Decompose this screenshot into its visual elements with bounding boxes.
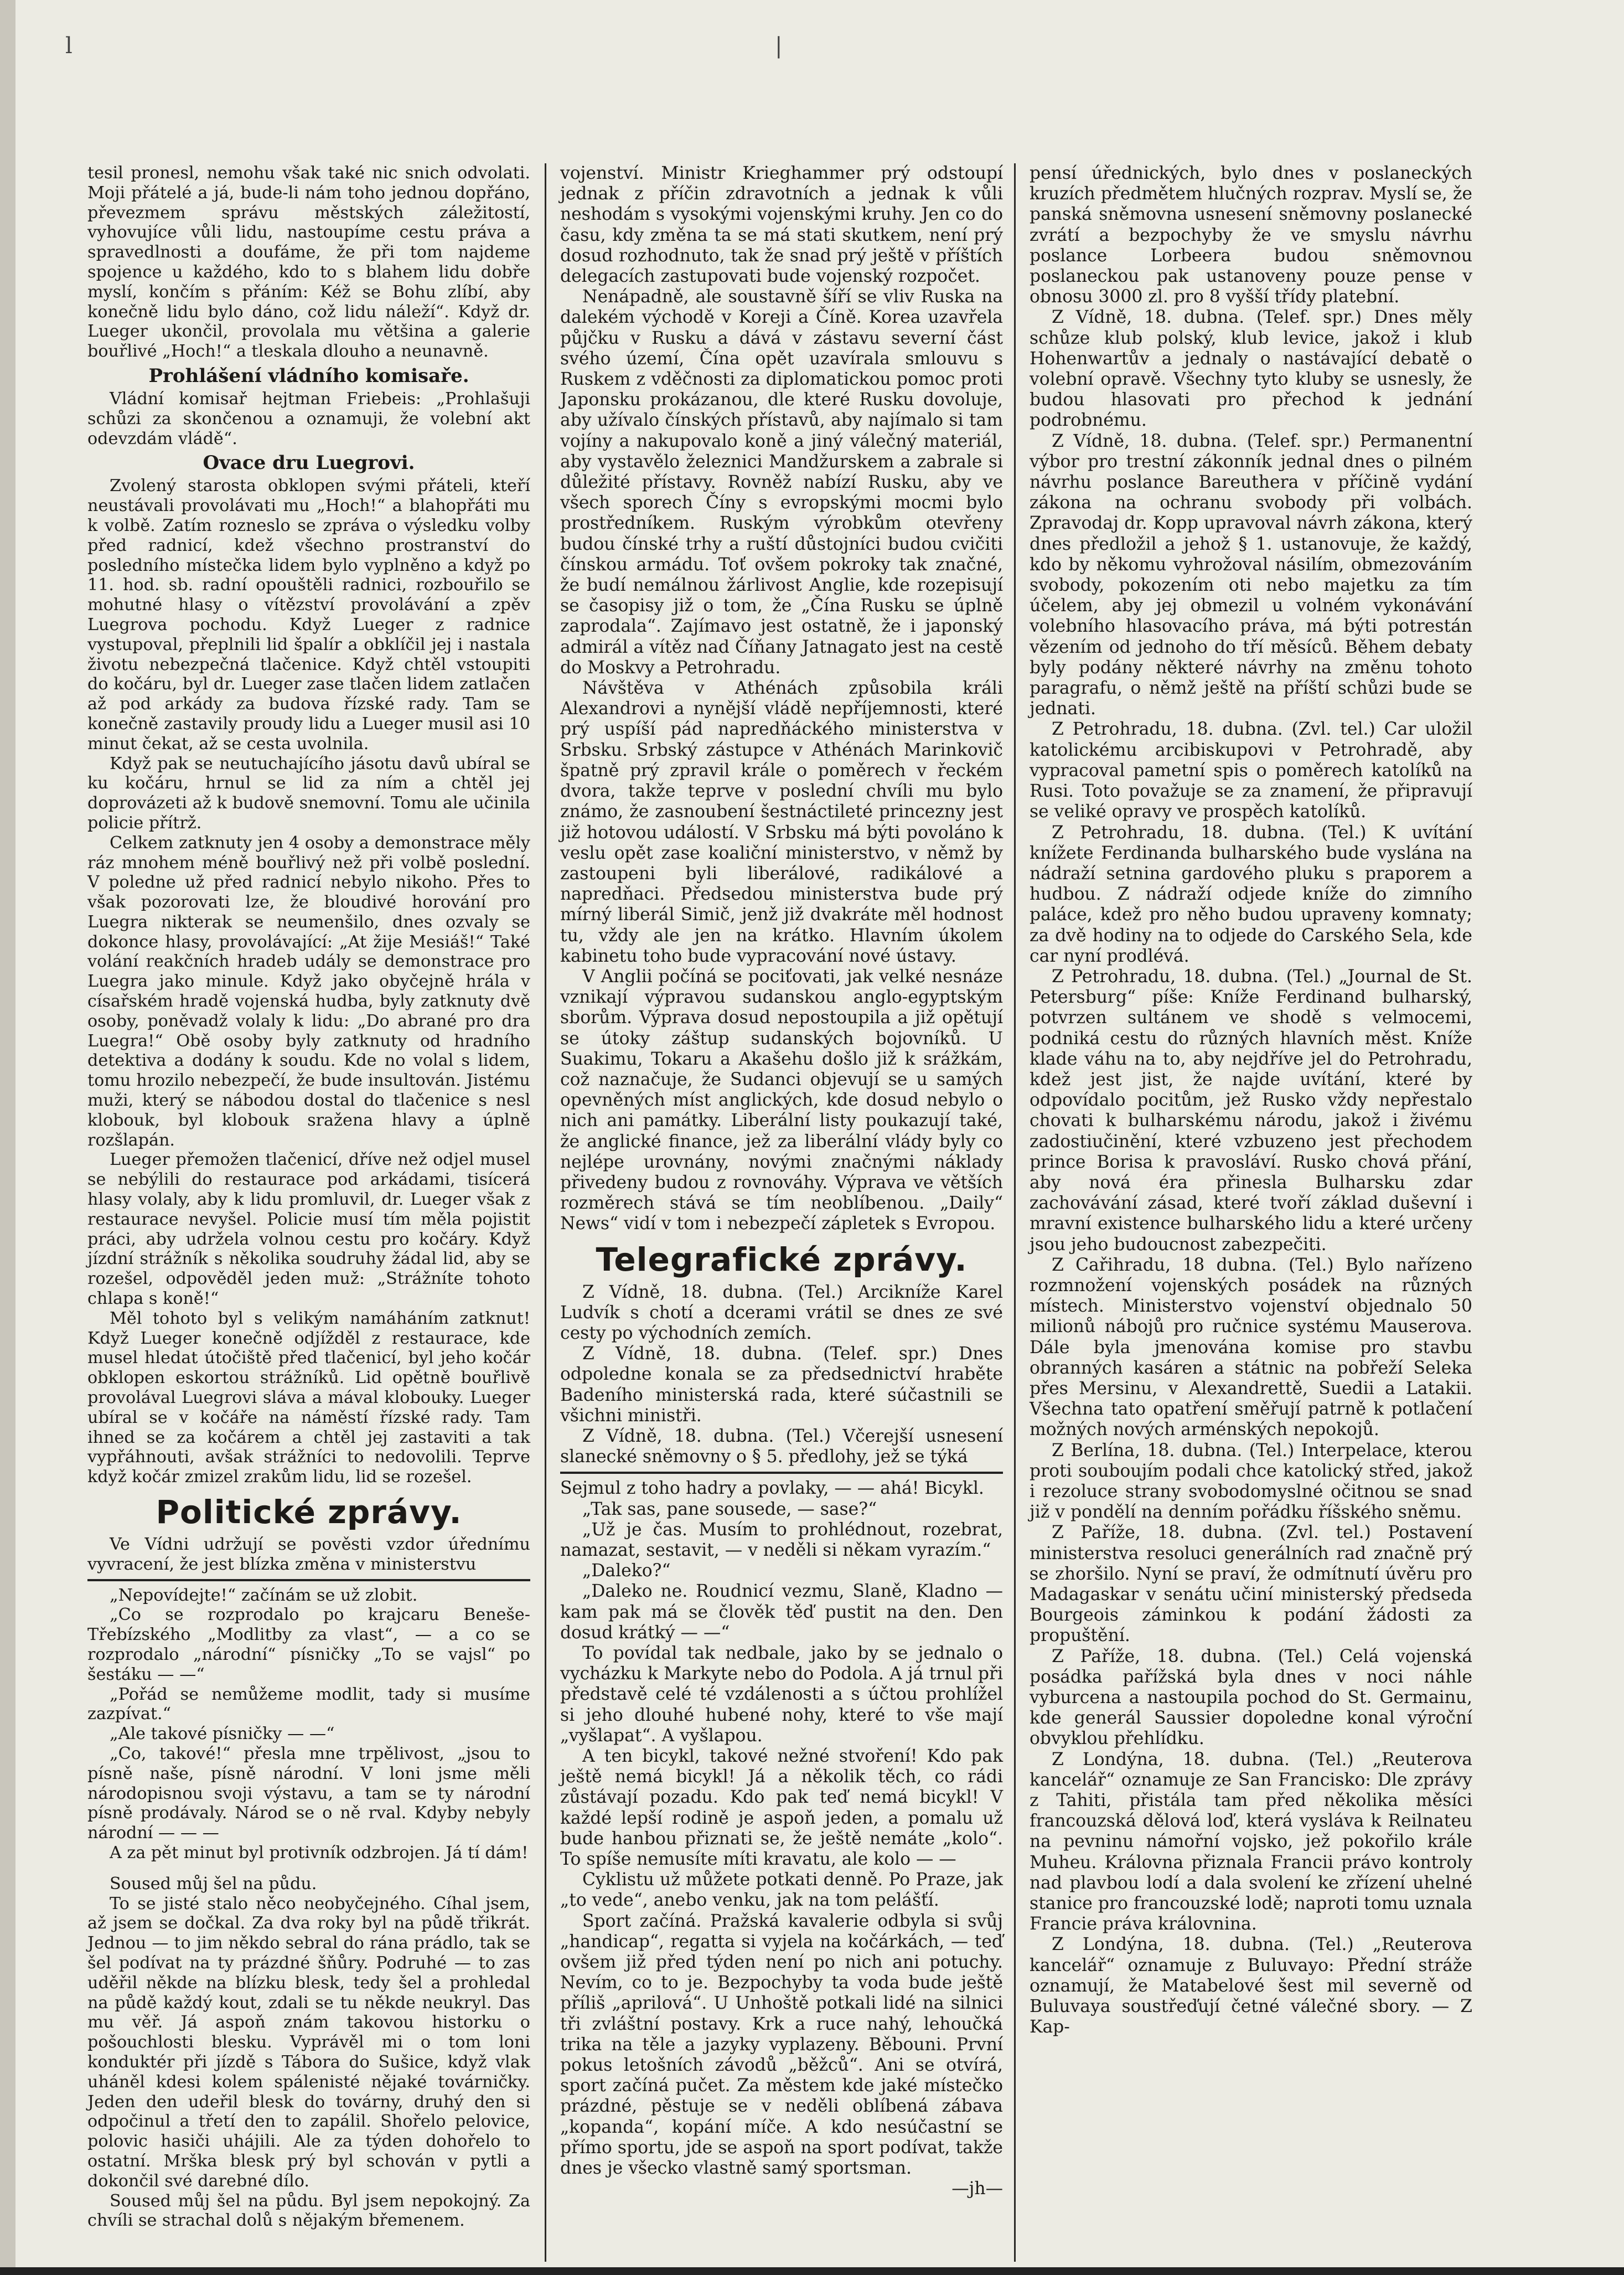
section-heading: Prohlášení vládního komisaře.	[148, 364, 469, 387]
paragraph: Celkem zatknuty jen 4 osoby a demonstrace měly ráz mnohem méně bouřlivý než při volbě poslední. V poledne už před radnicí nebylo nikoho. Přes to však pozorovati lze, že bloudivé horování pro Luegra nikterak se neumenšilo, dnes ozvaly se dokonce hlasy, provolávající: „At žije Mesiáš!“ Také volání reakčních hradeb udály se demonstrace pro Luegra jako minule. Když jako obyčejně hrála v císařském hradě vojenská hudba, byly zatknuty dvě osoby, poněvadž volaly k lidu: „Do abrané pro dra Luegra!“ Obě osoby byly zatknuty od hradního detektiva a dodány k soudu. Kde no volal s lidem, tomu hrozilo nebezpečí, že bude insultován. Jistému muži, který se nábodou dostal do tlačenice s nesl klobouk, byl klobouk sražena hlavy a úplně rozšlapán.	[87, 833, 530, 1150]
section-heading: Ovace dru Luegrovi.	[203, 452, 415, 474]
paragraph: „Tak sas, pane sousede, — sase?“	[582, 1499, 877, 1519]
paragraph: pensí úřednických, bylo dnes v poslaneckých kruzích předmětem hlučných rozprav. Myslí se, že panská sněmovna usnesení sněmovny poslanecké zvrátí a bezpochyby že ve smyslu návrhu poslance Lorbeera budou sněmovnou poslaneckou pak ustanoveny pouze pense v obnosu 3000 zl. pro 8 vyšší třídy platební.	[1030, 163, 1472, 307]
scan-left-edge	[0, 0, 15, 2275]
paragraph: Z Vídně, 18. dubna. (Telef. spr.) Dnes měly schůze klub polský, klub levice, jakož i klub Hohenwartův a jednaly o nastávající debatě o volební opravě. Všechny tyto kluby se usnesly, že budou hlasovati pro přechod k jednání podrobnému.	[1030, 307, 1472, 431]
paragraph: Z Petrohradu, 18. dubna. (Tel.) K uvítání knížete Ferdinanda bulharského bude vyslána na nádraží setnina gardového pluku s praporem a hudbou. Z nádraží odjede kníže do zimního paláce, kdež pro něho budou upraveny komnaty; za dvě hodiny na to odjede do Carského Sela, kde car nyní prodlévá.	[1030, 822, 1472, 966]
paragraph: Měl tohoto byl s velikým namáháním zatknut! Když Lueger konečně odjížděl z restaurace, kde musel hledat útočiště před tlačenicí, byl jeho kočár obklopen eskortou strážníků. Lid opětně bouřlivě provolával Luegrovi sláva a mával klobouky. Lueger ubíral se v kočáře na náměstí řízské rady. Tam ihned se za kočárem a chtěl jej zastaviti a tak vypřáhnouti, avšak strážníci to nedovolili. Teprve když kočár zmizel zrakům lidu, lid se rozešel.	[87, 1308, 530, 1487]
paragraph: To se jisté stalo něco neobyčejného. Cíhal jsem, až jsem se dočkal. Za dva roky byl na půdě třikrát. Jednou — to jim někdo sebral do rána prádlo, tak se šel podívat na ty prázdné šňůry. Podruhé — to zas uděřil někde na blízku blesk, tedy šel a prohledal na půdě každý kout, zdali se tu někde neukryl. Das mu věř. Já aspoň znám takovou historku o pošouchlosti blesku. Vyprávěl mi o tom loni konduktér při jízdě s Tábora do Sušice, když vlak uháněl kdesi kolem spálenisté nějaké továrničky. Jeden den udeřil blesk do továrny, druhý den si odpočinul a třetí den to zapálil. Shořelo pelovice, polovic hasiči uhájili. Ale za týden dohořelo to ostatní. Mrška blesk prý byl schován v pytli a dokončil své darebné dílo.	[87, 1894, 530, 2191]
paragraph: „Pořád se nemůžeme modlit, tady si musíme zazpívat.“	[87, 1684, 530, 1724]
paragraph: Zvolený starosta obklopen svými přáteli, kteří neustávali provolávati mu „Hoch!“ a blahopřáti mu k volbě. Zatím rozneslo se zpráva o výsledku volby před radnicí, kdež všechno prostranství do posledního místečka lidem bylo vyplněno a když po 11. hod. sb. radní opouštěli radnici, rozbouřilo se mohutné hlasy o vítězství provolávání a zpěv Luegrova pochodu. Když Lueger z radnice vystupoval, přeplnili lid špalír a obklíčil jej i nastala životu nebezpečná tlačenice. Když chtěl vstoupiti do kočáru, byl dr. Lueger zase tlačen lidem zatlačen až pod arkády za budova řízské rady. Tam se konečně zastavily proudy lidu a Lueger musil asi 10 minut čekat, až se cesta uvolnila.	[87, 476, 530, 754]
paragraph: „Už je čas. Musím to prohlédnout, rozebrat, namazat, sestavit, — v neděli si někam vyrazím.“	[560, 1519, 1003, 1560]
paragraph: Nenápadně, ale soustavně šíří se vliv Ruska na dalekém východě v Koreji a Číně. Korea uzavřela půjčku v Rusku a dává v zástavu severní část svého území, Čína opět uzavírala smlouvu s Ruskem z vděčnosti za diplomatickou pomoc proti Japonsku prokázanou, dle které Rusku dovoluje, aby užívalo čínských přístavů, aby najímalo si tam vojíny a nakupovalo koně a jiný válečný materiál, aby vystavělo železnici Mandžurskem a zabrale si důležité přístavy. Rovněž nabízí Rusku, aby ve všech sporech Číny s evropskými mocmi bylo prostředníkem. Ruským výrobkům otevřeny budou čínské trhy a ruští důstojníci budou cvičiti čínskou armádu. Toť ovšem pokroky tak značné, že budí nemálnou žárlivost Anglie, kde rozepisují se časopisy již o tom, že „Čína Rusku se úplně zaprodala“. Zajímavo jest ostatně, že i japonský admirál a vítěz nad Číňany Jatnagato jest na cestě do Moskvy a Petrohradu.	[560, 287, 1003, 678]
column-rule	[1014, 163, 1016, 2262]
paragraph: „Daleko?“	[582, 1561, 671, 1581]
column-rule	[545, 163, 546, 2262]
paragraph: vojenství. Ministr Krieghammer prý odstoupí jednak z příčin zdravotních a jednak k vůli neshodám s vysokými vojenskými kruhy. Jen co do času, kdy změna ta se má stati skutkem, není prý dosud rozhodnuto, tak že snad prý ještě v příštích delegacích zastupovati bude vojenský rozpočet.	[560, 163, 1003, 287]
paragraph: tesil pronesl, nemohu však také nic snich odvolati. Moji přátelé a já, bude-li nám toho jednou dopřáno, převezmem správu městských záležitostí, vyhovujíce vůli lidu, nastoupíme cestu práva a spravedlnosti a doufáme, že při tom najdeme spojence u každého, kdo to s blahem lidu dobře myslí, končím s přáním: Kéž se Bohu zlíbí, aby konečně lidu bylo dáno, což lidu náleží“. Když dr. Lueger ukončil, provolala mu většina a galerie bouřlivé „Hoch!“ a tleskala dlouho a neunavně.	[87, 163, 530, 362]
paragraph: Ve Vídni udržují se pověsti vzdor úřednímu vyvracení, že jest blízka změna v ministerstvu	[87, 1535, 530, 1574]
politicke-zpravy-heading: Politické zprávy.	[156, 1493, 462, 1531]
column-right	[1030, 163, 1472, 2037]
paragraph: A za pět minut byl protivník odzbrojen. Já tí dám!	[110, 1843, 529, 1863]
scan-bottom-edge	[0, 2267, 1624, 2275]
paragraph: Soused můj šel na půdu.	[110, 1874, 317, 1894]
paragraph: „Nepovídejte!“ začínám se už zlobit.	[110, 1585, 418, 1605]
paragraph: Z Petrohradu, 18. dubna. (Zvl. tel.) Car uložil katolickému arcibiskupovi v Petrohradě, aby vypracoval pametní spis o poměrech katolíků na Rusi. Toto považuje se za znamení, že připravují se veliké opravy ve prospěch katolíků.	[1030, 719, 1472, 822]
paragraph: Z Vídně, 18. dubna. (Tel.) Včerejší usnesení slanecké sněmovny o § 5. předlohy, jež se týká	[560, 1426, 1003, 1467]
author-signature: —jh—	[951, 2179, 1003, 2199]
paragraph: Z Petrohradu, 18. dubna. (Tel.) „Journal de St. Petersburg“ píše: Kníže Ferdinand bulharský, potvrzen sultánem ve shodě s velmocemi, podniká cestu do různých hlavních měst. Kníže klade váhu na to, aby nejdříve jel do Petrohradu, kdež jest jist, že najde uvítání, které by odpovídalo pocitům, jež Rusko vždy nepřestalo chovati k bulharskému národu, jakož i živému zadostiučinění, které vzbuzeno jest přechodem prince Borisa k pravosláví. Rusko chová přání, aby nová éra přinesla Bulharsku zdar zachovávání zásad, které tvoří základ duševní i mravní existence bulharského lidu a které určeny jsou jeho budoucnost zabezpečiti.	[1030, 966, 1472, 1255]
column-left	[87, 163, 530, 2231]
paragraph: V Anglii počíná se pociťovati, jak velké nesnáze vznikají výpravou sudanskou anglo-egyptským sborům. Výprava dosud nepostoupila a již opětují se útoky záštup sudanských bojovníků. U Suakimu, Tokaru a Akašehu došlo již k srážkám, což naznačuje, že Sudanci objevují se u samých opevněných míst anglických, kde dosud nebylo o nich ani památky. Liberální listy poukazují také, že anglické finance, jež za liberální vlády byly co nejlépe urovnány, novými značnými náklady přivedeny budou z rovnováhy. Výprava ve větších rozměrech stává se tím neoblíbenou. „Daily“ News“ vidí v tom i nebezpečí zápletek s Evropou.	[560, 966, 1003, 1234]
paragraph: Z Vídně, 18. dubna. (Tel.) Arcikníže Karel Ludvík s chotí a dcerami vrátil se dnes ze své cesty po východních zemích.	[560, 1282, 1003, 1343]
paragraph: Z Londýna, 18. dubna. (Tel.) „Reuterova kancelář“ oznamuje z Buluvayo: Přední stráže oznamují, že Matabelové šest mil severně od Buluvaya soustřeďují četné válečné sbory. — Z Kap-	[1030, 1934, 1472, 2037]
paragraph: „Ale takové písničky — —“	[110, 1724, 335, 1744]
paragraph: Z Paříže, 18. dubna. (Zvl. tel.) Postavení ministerstva resoluci generálních rad značně prý se zhoršilo. Nyní se praví, že odmítnutí úvěru pro Madagaskar v senátu učiní ministerský předseda Bourgeois záminkou k podání žádosti za propuštění.	[1030, 1523, 1472, 1646]
paragraph: „Daleko ne. Roudnicí vezmu, Slaně, Kladno — kam pak má se člověk těď pustit na den. Den dosud krátký — —“	[560, 1581, 1003, 1643]
paragraph: „Co, takové!“ přesla mne trpělivost, „jsou to písně naše, písně národní. V loni jsme měli národopisnou svoji výstavu, a tam se ty národní písně prodávaly. Národ se o ně rval. Kdyby nebyly národní — — —	[87, 1743, 530, 1843]
telegraficke-zpravy-heading: Telegrafické zprávy.	[596, 1240, 968, 1278]
folio-left-mark: l	[65, 33, 73, 59]
paragraph: A ten bicykl, takové nežné stvoření! Kdo pak ještě nemá bicykl! Já a několik těch, co rádi zůstávají pozadu. Kdo pak teď nemá bicykl! V každé lepší rodině je aspoň jeden, a pomalu už bude hanbou přiznati se, že ještě nemáte „kolo“. To spíše nemusíte míti kravatu, ale kolo — —	[560, 1746, 1003, 1870]
paragraph: Návštěva v Athénách způsobila králi Alexandrovi a nynější vládě nepříjemnosti, které prý uspíší pád napredňáckého ministerstva v Srbsku. Srbský zástupce v Athénách Marinkovič špatně prý zpravil krále o poměrech v řeckém dvora, takže teprve v poslední chvíli mu bylo známo, že zasnoubení šestnáctileté princezny jest již hotovou událostí. V Srbsku má býti povoláno k veslu opět zase koaliční ministerstvo, v němž by zastoupeni byli liberálové, radikálové a napredňaci. Předsedou ministerstva bude prý mírný liberál Simič, jenž již dvakráte měl hodnost tu, vždy ale jen na krátko. Hlavním úkolem kabinetu toho bude vypracování nové ústavy.	[560, 678, 1003, 966]
paragraph: Z Paříže, 18. dubna. (Tel.) Celá vojenská posádka pařížská byla dnes v noci náhle vyburcena a nastoupila pochod do St. Germainu, kde generál Saussier dopoledne konal výroční obvyklou přehlídku.	[1030, 1646, 1472, 1749]
paragraph: Sport začíná. Pražská kavalerie odbyla si svůj „handicap“, regatta si vyjela na kočárkách, — teď ovšem již před týden není po nich ani potuchy. Nevím, co to je. Bezpochyby ta voda bude ještě příliš „aprilová“. U Unhoště potkali lidé na silnici tři zvláštní postavy. Krk a ruce nahý, lehoučká trika na těle a jazyky vyplazeny. Běbouni. První pokus letošních závodů „běžců“. Ani se otvírá, sport začíná pučet. Za městem kde jaké místečko prázdné, pěstuje se v neděli oblíbená zábava „kopanda“, kopání míče. A kdo nesúčastní se přímo sportu, jde se aspoň na sport podívat, takže dnes je všecko vlastně samý sportsman.	[560, 1911, 1003, 2179]
column-middle	[560, 163, 1003, 2200]
paragraph: To povídal tak nedbale, jako by se jednalo o vycházku k Markyte nebo do Podola. A já trnul při představě celé té vzdálenosti a s účtou prohlížel si jeho dlouhé hubené nohy, které to vše mají „vyšlapat“. A vyšlapou.	[560, 1643, 1003, 1746]
folio-center-mark: |	[775, 33, 783, 59]
paragraph: Soused můj šel na půdu. Byl jsem nepokojný. Za chvíli se strachal dolů s nějakým břemenem.	[87, 2191, 530, 2231]
paragraph: Lueger přemožen tlačenicí, dříve než odjel musel se nebýlili do restaurace pod arkádami, tisícerá hlasy volaly, aby k lidu promluvil, dr. Lueger však z restaurace nevyšel. Policie musí tím měla pojistit práci, aby udržela volnou cestu pro kočáry. Když jízdní strážník s několika soudruhy žádal lid, aby se rozešel, odpověděl jeden muž: „Strážníte tohoto chlapa s koně!“	[87, 1150, 530, 1309]
paragraph: „Co se rozprodalo po krajcaru Beneše-Třebízského „Modlitby za vlast“, — a co se rozprodalo „národní“ písničky „To se vajsl“ po šestáku — —“	[87, 1605, 530, 1684]
paragraph: Když pak se neutuchajícího jásotu davů ubíral se ku kočáru, hrnul se lid za ním a chtěl jej doprovázeti až k budově snemovní. Tomu ale učinila policie přítrž.	[87, 754, 530, 833]
paragraph: Z Cařihradu, 18 dubna. (Tel.) Bylo nařízeno rozmnožení vojenských posádek na různých místech. Ministerstvo vojenství objednalo 50 milionů nábojů pro ručnice systému Mauserova. Dále byla jmenována komise pro stavbu obranných kasáren a státnic na pobřeží Seleka přes Mersinu, v Alexandrettě, Suedii a Latakii. Všechna tato opatření směřují patrně k potlačení možných nových arménských nepokojů.	[1030, 1255, 1472, 1440]
paragraph: Cyklistu už můžete potkati denně. Po Praze, jak „to vede“, anebo venku, jak na tom pelášťí.	[560, 1870, 1003, 1911]
paragraph: Z Londýna, 18. dubna. (Tel.) „Reuterova kancelář“ oznamuje ze San Francisko: Dle zprávy z Tahiti, přistála tam před několika měsíci francouzská dělová loď, která vysláva k Reilnateu na pevninu námořní vojsko, jež pokořilo krále Muheu. Královna přiznala Francii právo kontroly nad plavbou lodí a dala svolení ke zřízení uhelné stanice pro francouzské lodě; naproti tomu uznala Francie práva královnina.	[1030, 1749, 1472, 1934]
paragraph: Z Berlína, 18. dubna. (Tel.) Interpelace, kterou proti souboujím podali chce katolický střed, jakož i rezoluce strany svobodomyslné očitnou se snad již v pondělí na denním pořádku říšského sněmu.	[1030, 1440, 1472, 1523]
paragraph: Z Vídně, 18. dubna. (Telef. spr.) Dnes odpoledne konala se za předsednictví hraběte Badeního ministerská rada, které súčastnili se všichni ministři.	[560, 1344, 1003, 1426]
feuilleton-separator	[87, 1579, 530, 1581]
paragraph: Sejmul z toho hadry a povlaky, — — ahá! Bicykl.	[560, 1478, 984, 1499]
paragraph: Vládní komisař hejtman Friebeis: „Prohlašuji schůzi za skončenou a oznamuji, že volební akt odevzdám vládě“.	[87, 389, 530, 448]
feuilleton-separator	[560, 1472, 1003, 1474]
paragraph: Z Vídně, 18. dubna. (Telef. spr.) Permanentní výbor pro trestní zákonník jednal dnes o pilném návrhu poslance Bareuthera v příčině vydání zákona na ochranu svobody při volbách. Zpravodaj dr. Kopp upravoval návrh zákona, který dnes předložil a jehož § 1. ustanovuje, že každý, kdo by někomu vyhrožoval násilím, obmezováním svobody, pokozením oti nebo majetku za tím účelem, aby jej obmezil u volném vykonávání volebního hlasovacího práva, má býti potrestán vězením od jednoho do tří měsíců. Během debaty byly podány některé návrhy na změnu tohoto paragrafu, o němž ještě na příští schůzi bude se jednati.	[1030, 431, 1472, 719]
